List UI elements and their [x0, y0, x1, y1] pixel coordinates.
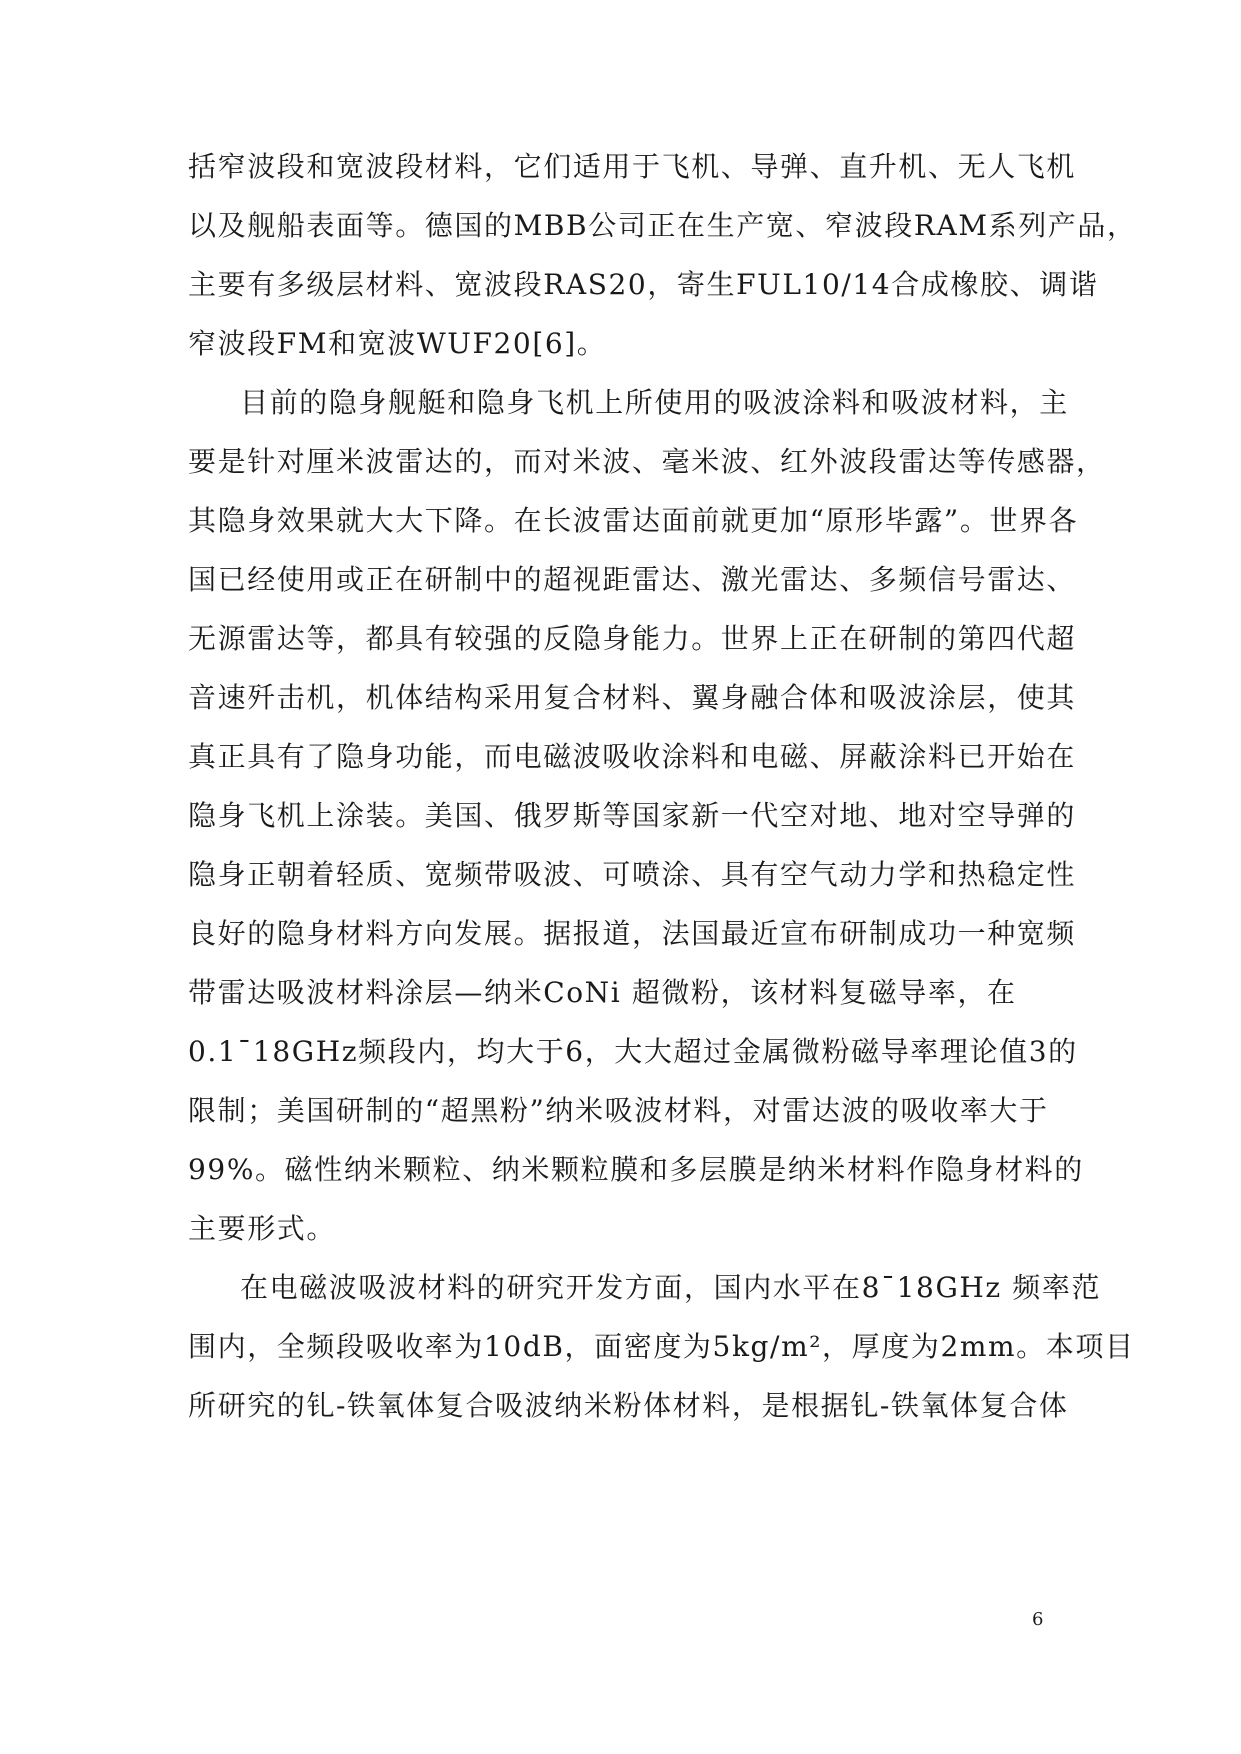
text-line: 限制；美国研制的“超黑粉”纳米吸波材料，对雷达波的吸收率大于: [188, 1094, 1049, 1127]
paragraph-first-line: 在电磁波吸波材料的研究开发方面，国内水平在8¯18GHz 频率范: [240, 1271, 1102, 1304]
text-line: 隐身飞机上涂装。美国、俄罗斯等国家新一代空对地、地对空导弹的: [188, 799, 1077, 832]
page-number: 6: [1032, 1609, 1044, 1630]
text-line: 围内，全频段吸收率为10dB，面密度为5kg/m²，厚度为2mm。本项目: [188, 1330, 1135, 1363]
text-line: 真正具有了隐身功能，而电磁波吸收涂料和电磁、屏蔽涂料已开始在: [188, 740, 1077, 773]
text-line: 隐身正朝着轻质、宽频带吸波、可喷涂、具有空气动力学和热稳定性: [188, 858, 1077, 891]
paragraph-first-line: 目前的隐身舰艇和隐身飞机上所使用的吸波涂料和吸波材料，主: [240, 386, 1069, 419]
text-line: 国已经使用或正在研制中的超视距雷达、激光雷达、多频信号雷达、: [188, 563, 1077, 596]
text-line: 99%。磁性纳米颗粒、纳米颗粒膜和多层膜是纳米材料作隐身材料的: [188, 1153, 1084, 1186]
text-line: 其隐身效果就大大下降。在长波雷达面前就更加“原形毕露”。世界各: [188, 504, 1079, 537]
text-line: 0.1¯18GHz频段内，均大于6，大大超过金属微粉磁导率理论值3的: [188, 1035, 1078, 1068]
text-line: 音速歼击机，机体结构采用复合材料、翼身融合体和吸波涂层，使其: [188, 681, 1077, 714]
text-line: 括窄波段和宽波段材料，它们适用于飞机、导弹、直升机、无人飞机: [188, 150, 1077, 183]
text-line: 主要有多级层材料、宽波段RAS20，寄生FUL10/14合成橡胶、调谐: [188, 268, 1099, 301]
text-line: 带雷达吸波材料涂层—纳米CoNi 超微粉，该材料复磁导率，在: [188, 976, 1017, 1009]
text-line: 窄波段FM和宽波WUF20[6]。: [188, 327, 607, 360]
text-line: 主要形式。: [188, 1212, 337, 1245]
text-line: 所研究的钆-铁氧体复合吸波纳米粉体材料，是根据钆-铁氧体复合体: [188, 1389, 1069, 1422]
text-line: 要是针对厘米波雷达的，而对米波、毫米波、红外波段雷达等传感器，: [188, 445, 1106, 478]
text-line: 良好的隐身材料方向发展。据报道，法国最近宣布研制成功一种宽频: [188, 917, 1077, 950]
text-line: 以及舰船表面等。德国的MBB公司正在生产宽、窄波段RAM系列产品，: [188, 209, 1137, 242]
text-line: 无源雷达等，都具有较强的反隐身能力。世界上正在研制的第四代超: [188, 622, 1077, 655]
